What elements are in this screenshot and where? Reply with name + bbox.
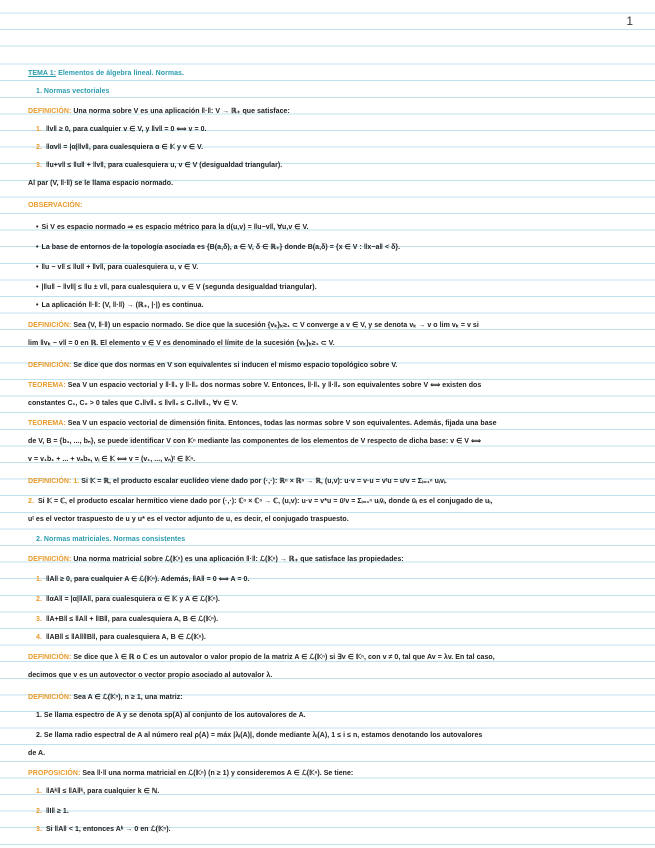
item-number: 3. xyxy=(36,616,42,623)
observation-label: OBSERVACIÓN: xyxy=(28,202,83,209)
definition-matrix-norm xyxy=(28,552,635,568)
item-number: 3. xyxy=(36,826,42,833)
theorem-1 xyxy=(28,378,635,394)
definition-scalar-product xyxy=(28,474,635,490)
bullet-item: • |‖u‖ − ‖v‖| ≤ ‖u ± v‖, para cualesquiera u, v ∈ V (segunda desigualdad triangular). xyxy=(36,284,317,291)
list-item xyxy=(36,158,635,174)
bullet-text: La aplicación ‖·‖: (V, ‖·‖) → (ℝ₊, |·|) es continua. xyxy=(41,302,204,309)
section-heading-2: 2. Normas matriciales. Normas consistentes xyxy=(36,536,186,543)
paragraph: lim ‖vₖ − v‖ = 0 en ℝ. El elemento v ∈ V es denominado el límite de la sucesión {vₖ}ₖ≥₁ ⊂ V. xyxy=(28,340,335,347)
item-text: ‖αv‖ = |α|‖v‖, para cualesquiera α ∈ 𝕂 y v ∈ V. xyxy=(45,144,204,151)
list-item xyxy=(36,592,635,608)
item-number: 2. xyxy=(36,596,42,603)
bullet-text: Si V es espacio normado ⇒ es espacio métrico para la d(u,v) = ‖u−v‖, ∀u,v ∈ V. xyxy=(41,224,309,231)
item-text: ‖v‖ ≥ 0, para cualquier v ∈ V, y ‖v‖ = 0 ⟺ v = 0. xyxy=(45,126,207,133)
list-item xyxy=(36,612,635,628)
definition-convergence xyxy=(28,318,635,334)
list-item xyxy=(28,494,635,510)
list-item xyxy=(36,630,635,646)
definition-eigenvalue xyxy=(28,650,635,666)
definition-text: Si 𝕂 = ℝ, el producto escalar euclídeo viene dado por (·,·): ℝⁿ × ℝⁿ → ℝ, (u,v): u·v = v·u = vᵗu = uᵗv = Σᵢ₌₁ⁿ uᵢvᵢ. xyxy=(81,478,447,485)
proposition-label: PROPOSICIÓN: xyxy=(28,770,81,777)
page-title xyxy=(28,66,635,82)
definition-text: Se dice que λ ∈ ℝ o ℂ es un autovalor o valor propio de la matriz A ∈ ℒ(𝕂ⁿ) si ∃v ∈ 𝕂ⁿ, con v ≠ 0, tal que Av = λv. En tal caso, xyxy=(73,654,495,661)
bullet-text: ‖u − v‖ ≤ ‖u‖ + ‖v‖, para cualesquiera u, v ∈ V. xyxy=(41,264,199,271)
section-heading-1: 1. Normas vectoriales xyxy=(36,88,110,95)
proposition-text: Sea ‖·‖ una norma matricial en ℒ(𝕂ⁿ) (n ≥ 1) y consideremos A ∈ ℒ(𝕂ⁿ). Se tiene: xyxy=(82,770,354,777)
item-text: ‖αA‖ = |α|‖A‖, para cualesquiera α ∈ 𝕂 y A ∈ ℒ(𝕂ⁿ). xyxy=(45,596,220,603)
title-text: Elementos de álgebra lineal. Normas. xyxy=(58,70,184,77)
proposition xyxy=(28,766,635,782)
definition-text: Una norma sobre V es una aplicación ‖·‖: V → ℝ₊ que satisface: xyxy=(73,108,290,115)
definition-label: DEFINICIÓN: xyxy=(28,362,72,369)
bullet-item: • La aplicación ‖·‖: (V, ‖·‖) → (ℝ₊, |·|) es continua. xyxy=(36,302,204,309)
title-prefix: TEMA 1: xyxy=(28,70,57,77)
paragraph: Al par (V, ‖·‖) se le llama espacio normado. xyxy=(28,180,174,187)
item-text: ‖A+B‖ ≤ ‖A‖ + ‖B‖, para cualesquiera A, B ∈ ℒ(𝕂ⁿ). xyxy=(45,616,219,623)
theorem-text: Sea V un espacio vectorial y ‖·‖₁ y ‖·‖₂ dos normas sobre V. Entonces, ‖·‖₁ y ‖·‖₂ son equivalentes sobre V ⟺ existen dos xyxy=(67,382,482,389)
paragraph: de A. xyxy=(28,750,46,757)
paragraph: constantes C₁, C₂ > 0 tales que C₁‖v‖₁ ≤ ‖v‖₂ ≤ C₂‖v‖₁, ∀v ∈ V. xyxy=(28,400,238,407)
list-item xyxy=(36,140,635,156)
list-item xyxy=(36,804,635,820)
item-text: Si 𝕂 = ℂ, el producto escalar hermítico viene dado por (·,·): ℂⁿ × ℂⁿ → ℂ, (u,v): u·v = v*u = ūᵗv = Σᵢ₌₁ⁿ uᵢv̄ᵢ, donde ūᵢ es el conjugado de uᵢ, xyxy=(37,498,493,505)
item-text: ‖AB‖ ≤ ‖A‖‖B‖, para cualesquiera A, B ∈ ℒ(𝕂ⁿ). xyxy=(45,634,206,641)
theorem-label: TEOREMA: xyxy=(28,420,66,427)
item-number: 1. xyxy=(73,478,80,485)
bullet-text: La base de entornos de la topología asociada es {B(a,δ), a ∈ V, δ ∈ ℝ₊} donde B(a,δ) = {x ∈ V : ‖x−a‖ < δ}. xyxy=(41,244,401,251)
definition-label: DEFINICIÓN: xyxy=(28,108,72,115)
definition-text: Una norma matricial sobre ℒ(𝕂ⁿ) es una aplicación ‖·‖: ℒ(𝕂ⁿ) → ℝ₊ que satisface las propiedades: xyxy=(73,556,404,563)
item-number: 1. xyxy=(36,576,42,583)
definition-label: DEFINICIÓN: xyxy=(28,556,72,563)
page-number: 1 xyxy=(626,14,633,28)
list-item xyxy=(36,572,635,588)
list-item xyxy=(36,822,635,838)
definition-text: Se dice que dos normas en V son equivalentes si inducen el mismo espacio topológico sobre V. xyxy=(73,362,398,369)
bullet-text: |‖u‖ − ‖v‖| ≤ ‖u ± v‖, para cualesquiera u, v ∈ V (segunda desigualdad triangular). xyxy=(41,284,317,291)
bullet-item: • La base de entornos de la topología asociada es {B(a,δ), a ∈ V, δ ∈ ℝ₊} donde B(a,δ) = {x ∈ V : ‖x−a‖ < δ}. xyxy=(36,244,401,251)
item-number: 2. xyxy=(36,808,42,815)
item-text: ‖A‖ ≥ 0, para cualquier A ∈ ℒ(𝕂ⁿ). Además, ‖A‖ = 0 ⟺ A = 0. xyxy=(45,576,250,583)
item-number: 4. xyxy=(36,634,42,641)
theorem-2 xyxy=(28,416,635,432)
list-item: 1. Se llama espectro de A y se denota sp(A) al conjunto de los autovalores de A. xyxy=(36,712,306,719)
definition-label: DEFINICIÓN: xyxy=(28,654,72,661)
item-number: 1. xyxy=(36,126,42,133)
definition-label: DEFINICIÓN: xyxy=(28,322,72,329)
list-item xyxy=(36,122,635,138)
definition-label: DEFINICIÓN: xyxy=(28,478,72,485)
bullet-item: • Si V es espacio normado ⇒ es espacio métrico para la d(u,v) = ‖u−v‖, ∀u,v ∈ V. xyxy=(36,224,309,231)
definition-equivalent xyxy=(28,358,635,374)
paragraph: de V, B = {b₁, ..., bₙ}, se puede identificar V con 𝕂ⁿ mediante las componentes de los elementos de V respecto de dicha base: v ∈ V ⟺ xyxy=(28,438,482,445)
item-text: ‖u+v‖ ≤ ‖u‖ + ‖v‖, para cualesquiera u, v ∈ V (desigualdad triangular). xyxy=(45,162,283,169)
item-text: Si ‖A‖ < 1, entonces Aᵏ → 0 en ℒ(𝕂ⁿ). xyxy=(45,826,171,833)
bullet-item: • ‖u − v‖ ≤ ‖u‖ + ‖v‖, para cualesquiera u, v ∈ V. xyxy=(36,264,199,271)
paragraph: v = v₁b₁ + ... + vₙbₙ, vᵢ ∈ 𝕂 ⟺ v = (v₁, ..., vₙ)ᵗ ∈ 𝕂ⁿ. xyxy=(28,456,196,463)
paragraph: decimos que v es un autovector o vector propio asociado al autovalor λ. xyxy=(28,672,273,679)
item-text: ‖Aᵏ‖ ≤ ‖A‖ᵏ, para cualquier k ∈ ℕ. xyxy=(45,788,160,795)
item-number: 2. xyxy=(28,498,34,505)
definition-spectrum xyxy=(28,690,635,706)
item-number: 2. xyxy=(36,144,42,151)
definition-label: DEFINICIÓN: xyxy=(28,694,72,701)
theorem-label: TEOREMA: xyxy=(28,382,66,389)
item-number: 3. xyxy=(36,162,42,169)
list-item: 2. Se llama radio espectral de A al número real ρ(A) = máx |λᵢ(A)|, donde mediante λᵢ(A), 1 ≤ i ≤ n, estamos denotando los autovalores xyxy=(36,732,483,739)
definition-text: Sea A ∈ ℒ(𝕂ⁿ), n ≥ 1, una matriz: xyxy=(73,694,183,701)
list-item xyxy=(36,784,635,800)
paragraph: uᵗ es el vector traspuesto de u y u* es el vector adjunto de u, es decir, el conjugado traspuesto. xyxy=(28,516,349,523)
theorem-text: Sea V un espacio vectorial de dimensión finita. Entonces, todas las normas sobre V son equivalentes. Además, fijada una base xyxy=(67,420,497,427)
definition-text: Sea (V, ‖·‖) un espacio normado. Se dice que la sucesión {vₖ}ₖ≥₁ ⊂ V converge a v ∈ V, y se denota vₖ → v o lim vₖ = v si xyxy=(73,322,479,329)
item-number: 1. xyxy=(36,788,42,795)
item-text: ‖I‖ ≥ 1. xyxy=(45,808,69,815)
definition-norm xyxy=(28,104,635,120)
